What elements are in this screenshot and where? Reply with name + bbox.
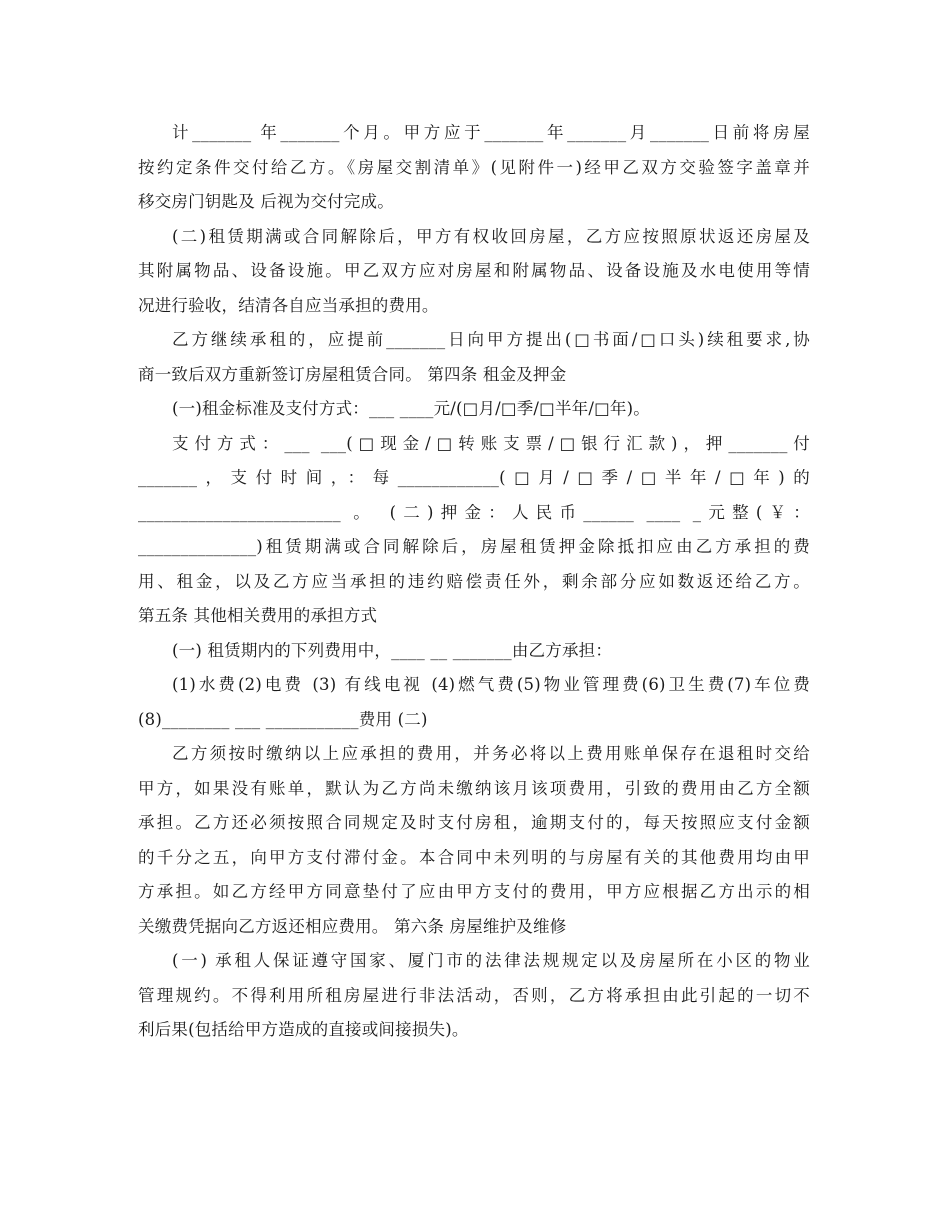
contract-body bbox=[138, 116, 810, 1048]
text-line: ________________________ 。 (二)押金：人民币______ ____ _元整(￥： bbox=[138, 502, 810, 522]
text-line: 用、租金，以及乙方应当承担的违约赔偿责任外，剩余部分应如数返还给乙方。 bbox=[138, 571, 810, 591]
paragraph-fee-list bbox=[138, 668, 810, 737]
text-line: 甲方，如果没有账单，默认为乙方尚未缴纳该月该项费用，引致的费用由乙方全额 bbox=[138, 778, 810, 798]
paragraph-payment-deposit bbox=[138, 427, 810, 634]
text-line: (一) 租赁期内的下列费用中，____ __ _______由乙方承担： bbox=[172, 640, 613, 660]
text-line: 乙方继续承租的，应提前_______日向甲方提出(□书面/□口头)续租要求,协 bbox=[172, 330, 810, 349]
text-line: 的千分之五，向甲方支付滞付金。本合同中未列明的与房屋有关的其他费用均由甲 bbox=[138, 847, 810, 867]
text-line: 其附属物品、设备设施。甲乙双方应对房屋和附属物品、设备设施及水电使用等情 bbox=[138, 261, 810, 280]
paragraph-fees-borne bbox=[138, 634, 810, 669]
text-line: 管理规约。不得利用所租房屋进行非法活动，否则，乙方将承担由此引起的一切不 bbox=[138, 985, 810, 1005]
text-line: 支付方式：___ ___(□现金/□转账支票/□银行汇款)，押_______付 bbox=[172, 433, 810, 453]
paragraph-rent-standard bbox=[138, 392, 810, 427]
text-line: (1)水费(2)电费 (3) 有线电视 (4)燃气费(5)物业管理费(6)卫生费(7)车位费 bbox=[172, 675, 810, 694]
text-line: (二)租赁期满或合同解除后，甲方有权收回房屋，乙方应按照原状返还房屋及 bbox=[172, 226, 810, 246]
text-line: 方承担。如乙方经甲方同意垫付了应由甲方支付的费用，甲方应根据乙方出示的相 bbox=[138, 882, 810, 901]
text-line: 按约定条件交付给乙方。《房屋交割清单》(见附件一)经甲乙双方交验签字盖章并 bbox=[138, 157, 810, 177]
text-line: 计_______ 年_______个月。甲方应于_______年_______月_______日前将房屋 bbox=[172, 123, 810, 142]
paragraph-delivery bbox=[138, 116, 810, 220]
paragraph-renewal bbox=[138, 323, 810, 392]
text-line: 利后果(包括给甲方造成的直接或间接损失)。 bbox=[138, 1020, 469, 1039]
text-line: 乙方须按时缴纳以上应承担的费用，并务必将以上费用账单保存在退租时交给 bbox=[172, 744, 810, 763]
text-line: 承担。乙方还必须按照合同规定及时支付房租，逾期支付的，每天按照应支付金额 bbox=[138, 813, 810, 832]
paragraph-compliance bbox=[138, 944, 810, 1048]
text-line: (一)租金标准及支付方式：___ ____元/(□月/□季/□半年/□年)。 bbox=[172, 399, 650, 418]
text-line: 商一致后双方重新签订房屋租赁合同。 第四条 租金及押金 bbox=[138, 364, 567, 384]
paragraph-fee-payment bbox=[138, 737, 810, 944]
text-line: 况进行验收，结清各自应当承担的费用。 bbox=[138, 295, 439, 315]
text-line: ______________)租赁期满或合同解除后，房屋租赁押金除抵扣应由乙方承担的费 bbox=[138, 537, 810, 556]
text-line: (8)________ ___ ___________费用 (二) bbox=[138, 709, 428, 729]
text-line: 关缴费凭据向乙方返还相应费用。 第六条 房屋维护及维修 bbox=[138, 916, 567, 936]
text-line: 移交房门钥匙及 后视为交付完成。 bbox=[138, 192, 394, 211]
text-line: _______，支付时间，：每____________(□月/□季/□半年/□年)的 bbox=[138, 468, 810, 487]
paragraph-return-house bbox=[138, 220, 810, 324]
text-line: (一) 承租人保证遵守国家、厦门市的法律法规规定以及房屋所在小区的物业 bbox=[172, 951, 810, 970]
section-heading-5: 第五条 其他相关费用的承担方式 bbox=[138, 606, 378, 625]
